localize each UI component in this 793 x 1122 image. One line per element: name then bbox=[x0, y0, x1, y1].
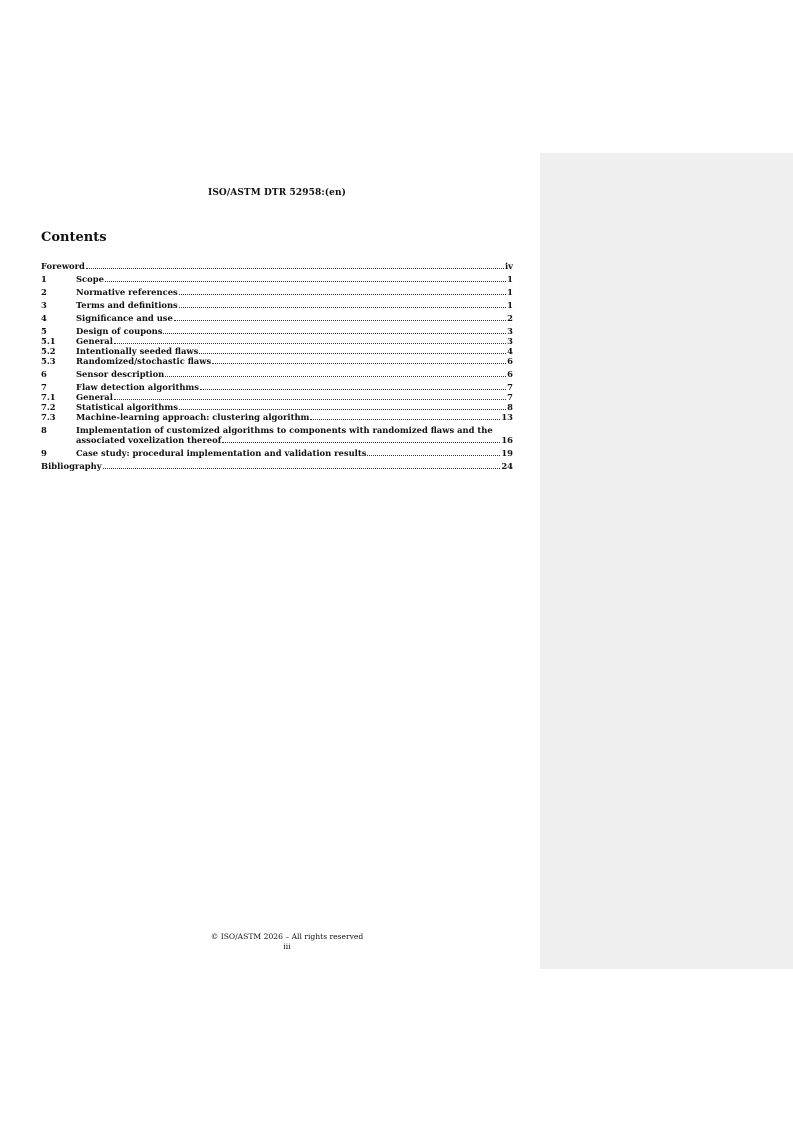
toc-entry-page: 1 bbox=[507, 300, 513, 310]
toc-entry-number: 4 bbox=[41, 313, 47, 323]
toc-entry-title: General bbox=[76, 336, 113, 346]
page-number: iii bbox=[283, 942, 291, 951]
toc-entry-4[interactable] bbox=[41, 313, 513, 323]
toc-entry-page: 16 bbox=[501, 435, 513, 445]
toc-entry-title: Machine-learning approach: clustering algorithm bbox=[76, 412, 310, 422]
toc-entry-title: Foreword bbox=[41, 261, 85, 271]
toc-entry-title: General bbox=[76, 392, 113, 402]
toc-entry-title: Flaw detection algorithms bbox=[76, 382, 199, 392]
toc-entry-number: 5 bbox=[41, 326, 47, 336]
table-of-contents bbox=[41, 261, 513, 471]
contents-heading: Contents bbox=[41, 230, 107, 245]
toc-entry-6[interactable] bbox=[41, 369, 513, 379]
toc-entry-8[interactable] bbox=[41, 425, 513, 445]
toc-entry-title: Intentionally seeded flaws bbox=[76, 346, 199, 356]
toc-entry-page: 6 bbox=[507, 356, 513, 366]
toc-entry-title: Terms and definitions bbox=[76, 300, 178, 310]
toc-entry-page: 13 bbox=[501, 412, 513, 422]
toc-entry-7[interactable] bbox=[41, 382, 513, 392]
toc-entry-title: Scope bbox=[76, 274, 104, 284]
toc-dot-leader bbox=[114, 399, 506, 400]
toc-entry-page: 3 bbox=[507, 326, 513, 336]
toc-entry-title: Bibliography bbox=[41, 461, 102, 471]
toc-entry-number: 7 bbox=[41, 382, 47, 392]
toc-entry-title: Randomized/stochastic flaws bbox=[76, 356, 212, 366]
toc-entry-number: 7.3 bbox=[41, 412, 56, 422]
toc-entry-title: Significance and use bbox=[76, 313, 173, 323]
toc-dot-leader bbox=[86, 268, 504, 269]
toc-entry-number: 7.2 bbox=[41, 402, 56, 412]
toc-entry-page: 1 bbox=[507, 274, 513, 284]
toc-dot-leader bbox=[222, 442, 500, 443]
toc-dot-leader bbox=[310, 419, 500, 420]
toc-entry-number: 2 bbox=[41, 287, 47, 297]
toc-entry-page: 7 bbox=[507, 382, 513, 392]
toc-entry-page: 6 bbox=[507, 369, 513, 379]
toc-dot-leader bbox=[179, 409, 506, 410]
toc-entry-title-line-2: associated voxelization thereof bbox=[76, 435, 222, 445]
toc-entry-number: 3 bbox=[41, 300, 47, 310]
toc-entry-page: 24 bbox=[501, 461, 513, 471]
toc-entry-number: 9 bbox=[41, 448, 47, 458]
toc-entry-title: Normative references bbox=[76, 287, 178, 297]
toc-dot-leader bbox=[163, 333, 506, 334]
toc-entry-5-1[interactable] bbox=[41, 336, 513, 346]
toc-entry-title: Sensor description bbox=[76, 369, 165, 379]
toc-dot-leader bbox=[114, 343, 506, 344]
toc-entry-5[interactable] bbox=[41, 326, 513, 336]
toc-entry-page: 19 bbox=[501, 448, 513, 458]
toc-entry-5-2[interactable] bbox=[41, 346, 513, 356]
toc-entry-page: 4 bbox=[507, 346, 513, 356]
toc-entry-page: 7 bbox=[507, 392, 513, 402]
toc-dot-leader bbox=[179, 307, 506, 308]
toc-entry-3[interactable] bbox=[41, 300, 513, 310]
comment-pane bbox=[540, 153, 793, 969]
toc-dot-leader bbox=[200, 389, 506, 390]
toc-entry-foreword[interactable] bbox=[41, 261, 513, 271]
toc-entry-number: 1 bbox=[41, 274, 47, 284]
toc-dot-leader bbox=[212, 363, 506, 364]
toc-entry-title-line-1: Implementation of customized algorithms to components with randomized flaws and the bbox=[76, 425, 493, 435]
toc-entry-title: Design of coupons bbox=[76, 326, 163, 336]
toc-dot-leader bbox=[179, 294, 506, 295]
toc-entry-number: 6 bbox=[41, 369, 47, 379]
toc-entry-title: Case study: procedural implementation and validation results bbox=[76, 448, 367, 458]
toc-entry-9[interactable] bbox=[41, 448, 513, 458]
toc-entry-title: Statistical algorithms bbox=[76, 402, 178, 412]
toc-entry-2[interactable] bbox=[41, 287, 513, 297]
toc-dot-leader bbox=[105, 281, 506, 282]
toc-entry-7-2[interactable] bbox=[41, 402, 513, 412]
toc-entry-number: 5.1 bbox=[41, 336, 56, 346]
page-footer bbox=[41, 932, 533, 952]
toc-entry-number: 8 bbox=[41, 425, 47, 435]
copyright-notice: © ISO/ASTM 2026 – All rights reserved bbox=[210, 932, 364, 941]
toc-entry-5-3[interactable] bbox=[41, 356, 513, 366]
toc-entry-page: 2 bbox=[507, 313, 513, 323]
toc-dot-leader bbox=[199, 353, 506, 354]
toc-entry-number: 5.3 bbox=[41, 356, 56, 366]
toc-entry-page: iv bbox=[504, 261, 513, 271]
toc-entry-1[interactable] bbox=[41, 274, 513, 284]
toc-dot-leader bbox=[103, 468, 501, 469]
toc-entry-page: 3 bbox=[507, 336, 513, 346]
toc-entry-7-3[interactable] bbox=[41, 412, 513, 422]
toc-entry-7-1[interactable] bbox=[41, 392, 513, 402]
toc-entry-bibliography[interactable] bbox=[41, 461, 513, 471]
toc-dot-leader bbox=[174, 320, 506, 321]
toc-entry-page: 8 bbox=[507, 402, 513, 412]
document-id-header: ISO/ASTM DTR 52958:(en) bbox=[208, 188, 346, 198]
toc-dot-leader bbox=[165, 376, 506, 377]
toc-entry-page: 1 bbox=[507, 287, 513, 297]
toc-entry-number: 5.2 bbox=[41, 346, 56, 356]
toc-dot-leader bbox=[367, 455, 500, 456]
toc-entry-number: 7.1 bbox=[41, 392, 56, 402]
